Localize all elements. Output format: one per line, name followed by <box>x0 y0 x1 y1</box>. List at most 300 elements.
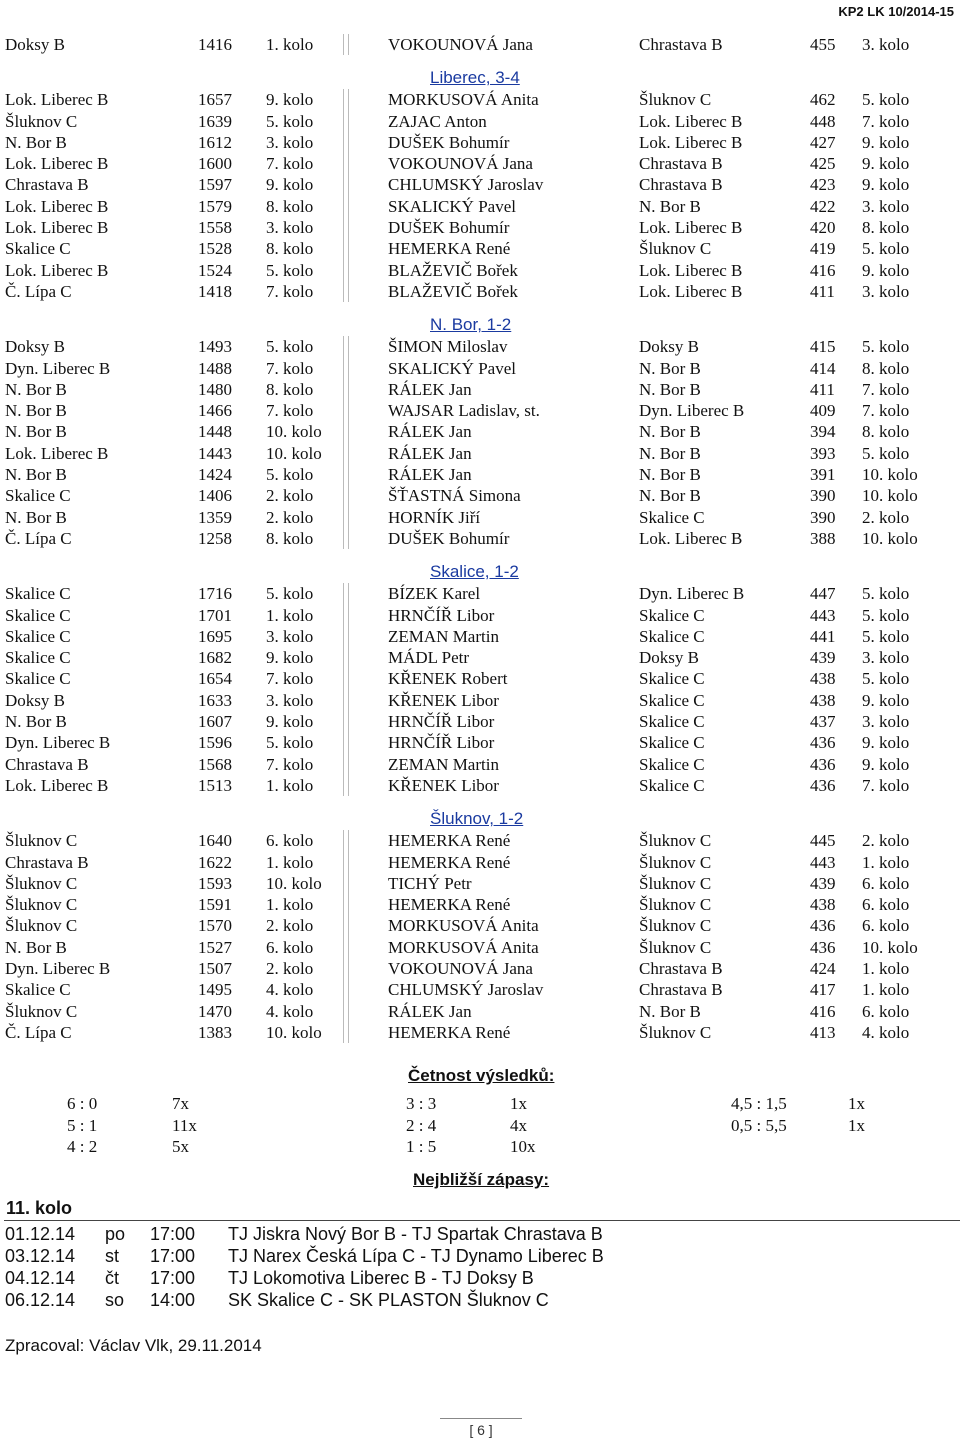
team-name: Č. Lípa C <box>5 1022 72 1042</box>
match-date: 04.12.14 <box>5 1268 76 1288</box>
player-score: 448 <box>810 111 836 131</box>
player-score: 422 <box>810 196 836 216</box>
player-team: Šluknov C <box>639 873 712 893</box>
player-team: Šluknov C <box>639 831 712 851</box>
column-separator <box>343 915 349 936</box>
column-separator <box>343 238 349 259</box>
player-score: 416 <box>810 1001 836 1021</box>
result-row <box>0 111 960 132</box>
round-label: 11. kolo <box>6 1198 73 1218</box>
player-score: 436 <box>810 775 836 795</box>
result-row <box>0 775 960 796</box>
player-name: SKALICKÝ Pavel <box>388 358 516 378</box>
column-separator <box>343 132 349 153</box>
player-round: 5. kolo <box>862 443 910 463</box>
frequency-score: 1 : 5 <box>406 1137 437 1156</box>
column-separator <box>343 668 349 689</box>
column-separator <box>343 421 349 442</box>
player-score: 436 <box>810 937 836 957</box>
player-team: Šluknov C <box>639 895 712 915</box>
team-round: 7. kolo <box>266 669 314 689</box>
team-name: Skalice C <box>5 486 71 506</box>
player-team: Šluknov C <box>639 852 712 872</box>
team-score: 1470 <box>198 1001 232 1021</box>
player-score: 417 <box>810 980 836 1000</box>
team-round: 1. kolo <box>266 852 314 872</box>
match-date: 03.12.14 <box>5 1246 76 1266</box>
team-round: 8. kolo <box>266 379 314 399</box>
player-name: DUŠEK Bohumír <box>388 218 510 238</box>
team-score: 1612 <box>198 132 232 152</box>
results-tables <box>0 34 960 1043</box>
player-score: 390 <box>810 486 836 506</box>
team-name: Č. Lípa C <box>5 528 72 548</box>
player-score: 413 <box>810 1022 836 1042</box>
result-row <box>0 979 960 1000</box>
result-row <box>0 443 960 464</box>
column-separator <box>343 281 349 302</box>
team-name: Lok. Liberec B <box>5 196 109 216</box>
player-score: 414 <box>810 358 836 378</box>
player-team: N. Bor B <box>639 1001 701 1021</box>
column-separator <box>343 852 349 873</box>
team-score: 1416 <box>198 35 232 54</box>
team-score: 1682 <box>198 648 232 668</box>
result-row <box>0 89 960 110</box>
player-name: HRNČÍŘ Libor <box>388 605 495 625</box>
player-team: Skalice C <box>639 669 705 689</box>
result-row <box>0 711 960 732</box>
match-day: po <box>105 1224 126 1244</box>
team-name: Skalice C <box>5 605 71 625</box>
player-name: ZEMAN Martin <box>388 754 499 774</box>
player-round: 9. kolo <box>862 154 910 174</box>
team-name: N. Bor B <box>5 132 67 152</box>
player-score: 423 <box>810 175 836 195</box>
player-name: HRNČÍŘ Libor <box>388 712 495 732</box>
player-round: 4. kolo <box>862 1022 910 1042</box>
team-score: 1528 <box>198 239 232 259</box>
upcoming-title: Nejbližší zápasy: <box>413 1170 550 1189</box>
frequency-score: 6 : 0 <box>67 1094 98 1113</box>
team-name: Chrastava B <box>5 754 89 774</box>
player-name: CHLUMSKÝ Jaroslav <box>388 175 544 195</box>
player-name: KŘENEK Robert <box>388 669 508 689</box>
team-name: Lok. Liberec B <box>5 260 109 280</box>
column-separator <box>343 379 349 400</box>
team-round: 7. kolo <box>266 754 314 774</box>
player-name: HEMERKA René <box>388 852 511 872</box>
column-separator <box>343 217 349 238</box>
player-team: N. Bor B <box>639 422 701 442</box>
player-team: Skalice C <box>639 775 705 795</box>
team-score: 1406 <box>198 486 232 506</box>
team-name: Šluknov C <box>5 1001 78 1021</box>
player-team: Lok. Liberec B <box>639 260 743 280</box>
match-time: 14:00 <box>150 1290 196 1310</box>
team-score: 1654 <box>198 669 232 689</box>
column-separator <box>343 626 349 647</box>
team-score: 1701 <box>198 605 232 625</box>
team-score: 1527 <box>198 937 232 957</box>
match-teams: TJ Lokomotiva Liberec B - TJ Doksy B <box>228 1268 534 1288</box>
team-round: 10. kolo <box>266 1022 322 1042</box>
team-name: Dyn. Liberec B <box>5 733 111 753</box>
player-name: RÁLEK Jan <box>388 465 472 485</box>
player-round: 9. kolo <box>862 733 910 753</box>
column-separator <box>343 690 349 711</box>
player-round: 10. kolo <box>862 486 918 506</box>
team-round: 5. kolo <box>266 584 314 604</box>
column-separator <box>343 528 349 549</box>
team-score: 1488 <box>198 358 232 378</box>
column-separator <box>343 507 349 528</box>
player-score: 388 <box>810 528 836 548</box>
team-round: 6. kolo <box>266 831 314 851</box>
team-score: 1466 <box>198 401 232 421</box>
player-round: 5. kolo <box>862 626 910 646</box>
frequency-score: 2 : 4 <box>406 1115 437 1135</box>
team-round: 2. kolo <box>266 507 314 527</box>
column-separator <box>343 647 349 668</box>
frequency-score: 4 : 2 <box>67 1137 98 1156</box>
team-round: 3. kolo <box>266 626 314 646</box>
column-separator <box>343 873 349 894</box>
team-name: Šluknov C <box>5 916 78 936</box>
player-name: HRNČÍŘ Libor <box>388 733 495 753</box>
match-teams: SK Skalice C - SK PLASTON Šluknov C <box>228 1290 549 1310</box>
player-team: Chrastava B <box>639 175 723 195</box>
player-round: 2. kolo <box>862 507 910 527</box>
player-round: 1. kolo <box>862 958 910 978</box>
player-round: 10. kolo <box>862 528 918 548</box>
player-score: 419 <box>810 239 836 259</box>
player-name: RÁLEK Jan <box>388 1001 472 1021</box>
player-team: Šluknov C <box>639 90 712 110</box>
player-team: Dyn. Liberec B <box>639 584 745 604</box>
player-team: Lok. Liberec B <box>639 528 743 548</box>
venue-heading <box>0 561 960 583</box>
team-name: Skalice C <box>5 648 71 668</box>
match-teams: TJ Jiskra Nový Bor B - TJ Spartak Chrastava B <box>228 1224 603 1244</box>
team-round: 1. kolo <box>266 605 314 625</box>
column-separator <box>343 732 349 753</box>
team-score: 1359 <box>198 507 232 527</box>
team-name: N. Bor B <box>5 401 67 421</box>
player-score: 390 <box>810 507 836 527</box>
column-separator <box>343 111 349 132</box>
match-day: so <box>105 1290 125 1310</box>
player-round: 5. kolo <box>862 584 910 604</box>
player-name: BLAŽEVIČ Bořek <box>388 281 518 301</box>
venue-heading <box>0 314 960 336</box>
team-name: Chrastava B <box>5 852 89 872</box>
player-team: N. Bor B <box>639 465 701 485</box>
team-round: 10. kolo <box>266 422 322 442</box>
player-round: 5. kolo <box>862 605 910 625</box>
player-team: Skalice C <box>639 626 705 646</box>
player-team: Šluknov C <box>639 239 712 259</box>
team-score: 1524 <box>198 260 232 280</box>
player-team: Skalice C <box>639 690 705 710</box>
team-name: Doksy B <box>5 35 65 54</box>
result-row <box>0 358 960 379</box>
result-row <box>0 464 960 485</box>
player-round: 9. kolo <box>862 132 910 152</box>
column-separator <box>343 775 349 796</box>
player-round: 8. kolo <box>862 218 910 238</box>
team-name: Dyn. Liberec B <box>5 358 111 378</box>
player-name: MORKUSOVÁ Anita <box>388 916 539 936</box>
column-separator <box>343 153 349 174</box>
player-round: 6. kolo <box>862 873 910 893</box>
player-round: 3. kolo <box>862 712 910 732</box>
player-score: 391 <box>810 465 836 485</box>
player-team: Lok. Liberec B <box>639 218 743 238</box>
player-score: 443 <box>810 605 836 625</box>
team-round: 8. kolo <box>266 528 314 548</box>
column-separator <box>343 260 349 281</box>
team-round: 5. kolo <box>266 111 314 131</box>
team-name: Šluknov C <box>5 111 78 131</box>
team-round: 7. kolo <box>266 281 314 301</box>
column-separator <box>343 1001 349 1022</box>
team-score: 1424 <box>198 465 232 485</box>
result-row <box>0 1001 960 1022</box>
team-name: Skalice C <box>5 669 71 689</box>
result-row <box>0 421 960 442</box>
player-name: BÍZEK Karel <box>388 584 481 604</box>
player-round: 8. kolo <box>862 422 910 442</box>
player-team: Skalice C <box>639 605 705 625</box>
player-score: 409 <box>810 401 836 421</box>
player-team: Skalice C <box>639 712 705 732</box>
team-score: 1418 <box>198 281 232 301</box>
team-score: 1495 <box>198 980 232 1000</box>
player-name: HORNÍK Jiří <box>388 507 481 527</box>
player-score: 441 <box>810 626 836 646</box>
player-name: MORKUSOVÁ Anita <box>388 937 539 957</box>
column-separator <box>343 1022 349 1043</box>
team-score: 1570 <box>198 916 232 936</box>
player-score: 438 <box>810 690 836 710</box>
team-round: 9. kolo <box>266 712 314 732</box>
block-gap <box>0 302 960 314</box>
player-score: 439 <box>810 648 836 668</box>
team-round: 5. kolo <box>266 260 314 280</box>
player-team: Doksy B <box>639 648 699 668</box>
page-number-rule <box>440 1418 522 1419</box>
team-name: Lok. Liberec B <box>5 218 109 238</box>
venue-heading <box>0 67 960 89</box>
player-team: N. Bor B <box>639 443 701 463</box>
frequency-score: 0,5 : 5,5 <box>731 1115 787 1135</box>
team-name: Šluknov C <box>5 831 78 851</box>
player-round: 9. kolo <box>862 690 910 710</box>
player-round: 10. kolo <box>862 465 918 485</box>
player-score: 425 <box>810 154 836 174</box>
result-row <box>0 690 960 711</box>
player-score: 438 <box>810 669 836 689</box>
player-name: KŘENEK Libor <box>388 690 499 710</box>
player-round: 7. kolo <box>862 379 910 399</box>
column-separator <box>343 711 349 732</box>
match-time: 17:00 <box>150 1246 196 1266</box>
player-score: 437 <box>810 712 836 732</box>
team-score: 1597 <box>198 175 232 195</box>
team-name: Skalice C <box>5 239 71 259</box>
result-row <box>0 153 960 174</box>
player-round: 3. kolo <box>862 648 910 668</box>
team-score: 1695 <box>198 626 232 646</box>
venue-heading <box>0 808 960 830</box>
player-score: 443 <box>810 852 836 872</box>
player-name: CHLUMSKÝ Jaroslav <box>388 980 544 1000</box>
column-separator <box>343 443 349 464</box>
player-round: 9. kolo <box>862 260 910 280</box>
player-name: RÁLEK Jan <box>388 379 472 399</box>
result-row <box>0 336 960 357</box>
team-score: 1593 <box>198 873 232 893</box>
frequency-count: 7x <box>172 1094 189 1113</box>
player-name: HEMERKA René <box>388 831 511 851</box>
team-name: Skalice C <box>5 584 71 604</box>
team-score: 1657 <box>198 90 232 110</box>
team-name: Lok. Liberec B <box>5 775 109 795</box>
player-name: SKALICKÝ Pavel <box>388 196 516 216</box>
player-score: 427 <box>810 132 836 152</box>
player-team: Chrastava B <box>639 980 723 1000</box>
player-team: N. Bor B <box>639 486 701 506</box>
team-name: N. Bor B <box>5 422 67 442</box>
team-round: 3. kolo <box>266 132 314 152</box>
team-name: Lok. Liberec B <box>5 90 109 110</box>
player-score: 438 <box>810 895 836 915</box>
player-score: 415 <box>810 337 836 357</box>
team-round: 7. kolo <box>266 154 314 174</box>
player-score: 436 <box>810 916 836 936</box>
frequency-count: 1x <box>848 1094 865 1113</box>
player-name: RÁLEK Jan <box>388 422 472 442</box>
frequency-count: 4x <box>510 1115 527 1135</box>
player-team: Šluknov C <box>639 916 712 936</box>
player-team: Skalice C <box>639 733 705 753</box>
team-round: 7. kolo <box>266 358 314 378</box>
team-score: 1622 <box>198 852 232 872</box>
column-separator <box>343 34 349 55</box>
team-name: Skalice C <box>5 980 71 1000</box>
team-round: 3. kolo <box>266 218 314 238</box>
team-name: Skalice C <box>5 626 71 646</box>
block-gap <box>0 796 960 808</box>
result-row <box>0 507 960 528</box>
player-round: 9. kolo <box>862 175 910 195</box>
column-separator <box>343 979 349 1000</box>
team-round: 2. kolo <box>266 958 314 978</box>
player-team: Lok. Liberec B <box>639 281 743 301</box>
team-round: 5. kolo <box>266 733 314 753</box>
player-name: ŠIMON Miloslav <box>388 337 508 357</box>
page-number: [ 6 ] <box>469 1422 493 1438</box>
player-score: 439 <box>810 873 836 893</box>
result-row <box>0 260 960 281</box>
player-name: HEMERKA René <box>388 895 511 915</box>
player-round: 6. kolo <box>862 1001 910 1021</box>
player-round: 1. kolo <box>862 980 910 1000</box>
player-team: Doksy B <box>639 337 699 357</box>
result-row <box>0 668 960 689</box>
player-score: 420 <box>810 218 836 238</box>
result-row <box>0 196 960 217</box>
result-row <box>0 281 960 302</box>
player-team: N. Bor B <box>639 379 701 399</box>
player-round: 3. kolo <box>862 281 910 301</box>
team-name: Chrastava B <box>5 175 89 195</box>
match-day: čt <box>105 1268 120 1288</box>
team-score: 1558 <box>198 218 232 238</box>
team-name: Lok. Liberec B <box>5 154 109 174</box>
result-row <box>0 605 960 626</box>
player-team: Lok. Liberec B <box>639 111 743 131</box>
team-round: 1. kolo <box>266 895 314 915</box>
player-round: 5. kolo <box>862 337 910 357</box>
result-row <box>0 873 960 894</box>
match-teams: TJ Narex Česká Lípa C - TJ Dynamo Liberec B <box>228 1246 604 1266</box>
player-round: 6. kolo <box>862 916 910 936</box>
team-round: 4. kolo <box>266 1001 314 1021</box>
player-name: RÁLEK Jan <box>388 443 472 463</box>
frequency-title: Četnost výsledků: <box>408 1066 555 1085</box>
team-name: Doksy B <box>5 337 65 357</box>
team-score: 1596 <box>198 733 232 753</box>
team-round: 8. kolo <box>266 239 314 259</box>
result-row <box>0 1022 960 1043</box>
column-separator <box>343 605 349 626</box>
result-row <box>0 937 960 958</box>
result-row <box>0 830 960 851</box>
team-score: 1600 <box>198 154 232 174</box>
player-score: 411 <box>810 281 835 301</box>
player-name: MORKUSOVÁ Anita <box>388 90 539 110</box>
player-name: VOKOUNOVÁ Jana <box>388 35 533 54</box>
team-score: 1607 <box>198 712 232 732</box>
result-row <box>0 852 960 873</box>
team-score: 1568 <box>198 754 232 774</box>
team-score: 1640 <box>198 831 232 851</box>
result-row <box>0 34 960 55</box>
player-name: VOKOUNOVÁ Jana <box>388 154 533 174</box>
column-separator <box>343 958 349 979</box>
column-separator <box>343 830 349 851</box>
result-row <box>0 626 960 647</box>
team-round: 1. kolo <box>266 775 314 795</box>
column-separator <box>343 400 349 421</box>
team-round: 2. kolo <box>266 916 314 936</box>
block-gap <box>0 549 960 561</box>
team-round: 4. kolo <box>266 980 314 1000</box>
column-separator <box>343 937 349 958</box>
team-round: 2. kolo <box>266 486 314 506</box>
player-round: 6. kolo <box>862 895 910 915</box>
column-separator <box>343 894 349 915</box>
team-round: 7. kolo <box>266 401 314 421</box>
result-row <box>0 217 960 238</box>
team-score: 1716 <box>198 584 232 604</box>
player-team: Skalice C <box>639 507 705 527</box>
match-date: 01.12.14 <box>5 1224 76 1244</box>
player-score: 416 <box>810 260 836 280</box>
match-day: st <box>105 1246 120 1266</box>
